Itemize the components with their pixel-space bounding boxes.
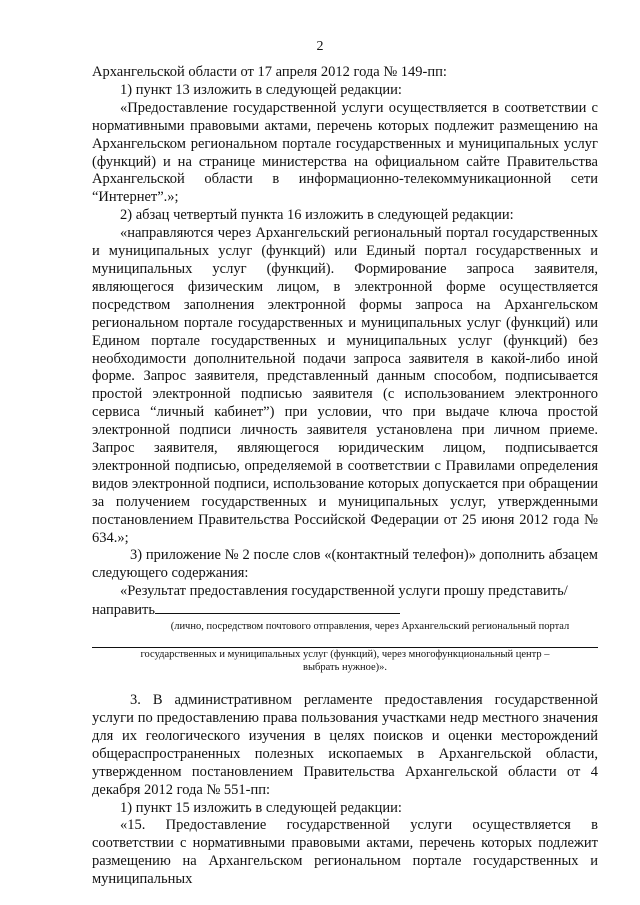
fill-blank-line-2 [92, 633, 598, 648]
paragraph-section-3: 3. В административном регламенте предоставления государственной услуги по предоставлению права пользования участками недр местного значения для их геологического изучения в целях поисков и оценки месторождений общераспространенных полезных ископаемых в Архангельской области, утвержденном постановлением Правительства Архангельской области от 4 декабря 2012 года № 551-пп: [92, 692, 598, 798]
page-number: 2 [316, 39, 324, 54]
paragraph-item-1: 1) пункт 13 изложить в следующей редакции: [120, 81, 402, 98]
hint-line-1: (лично, посредством почтового отправления, через Архангельский региональный портал [170, 621, 570, 633]
hint-line-2: государственных и муниципальных услуг (функций), через многофункциональный центр – [140, 649, 550, 661]
paragraph-quote-4: «15. Предоставление государственной услуги осуществляется в соответствии с нормативными правовыми актами, перечень которых подлежит размещению на Архангельском региональном портале государственных и муниципальных [92, 817, 598, 888]
paragraph-item-2: 2) абзац четвертый пункта 16 изложить в следующей редакции: [120, 207, 514, 224]
fill-blank-line [155, 601, 400, 614]
paragraph-item-3: 3) приложение № 2 после слов «(контактный телефон)» дополнить абзацем следующего содержания: [92, 547, 598, 582]
paragraph-quote-1: «Предоставление государственной услуги осуществляется в соответствии с нормативными правовыми актами, перечень которых подлежит размещению на Архангельском региональном портале государственных и муниципальных услуг (функций) и на странице министерства на официальном сайте Правительства Архангельской области в информационно-телекоммуникационной сети “Интернет”.»; [92, 99, 598, 206]
fill-label: направить [92, 602, 156, 619]
hint-line-3: выбрать нужное)». [302, 662, 387, 674]
paragraph-intro: Архангельской области от 17 апреля 2012 года № 149-пп: [92, 64, 447, 80]
paragraph-quote-2: «направляются через Архангельский региональный портал государственных и муниципальных услуг (функций) или Единый портал государственных и муниципальных услуг (функций). Формирование запроса заявителя, являющегося физическим лицом, в электронной форме осуществляется посредством заполнения электронной формы запроса на Архангельском региональном портале государственных и муниципальных услуг (функций) или Едином портале государственных и муниципальных услуг (функций) без необходимости дополнительной подачи запроса заявителя в какой-либо иной форме. Запрос заявителя, представленный данным способом, подписывается простой электронной подписью заявителя (с использованием электронного сервиса “личный кабинет”) при условии, что при выдаче ключа простой электронной подписи личность заявителя установлена при личном приеме. Запрос заявителя, являющегося юридическим лицом, подписывается электронной подписью, определяемой в соответствии с Правилами определения видов электронной подписи, использование которых допускается при обращении за получением государственных и муниципальных услуг, утвержденными постановлением Правительства Российской Федерации от 25 июня 2012 года № 634.»; [92, 225, 598, 546]
paragraph-quote-3: «Результат предоставления государственной услуги прошу представить/ [120, 583, 568, 600]
paragraph-item-3-1: 1) пункт 15 изложить в следующей редакции: [120, 799, 402, 816]
document-body [92, 64, 598, 889]
fill-line-row [92, 601, 598, 620]
